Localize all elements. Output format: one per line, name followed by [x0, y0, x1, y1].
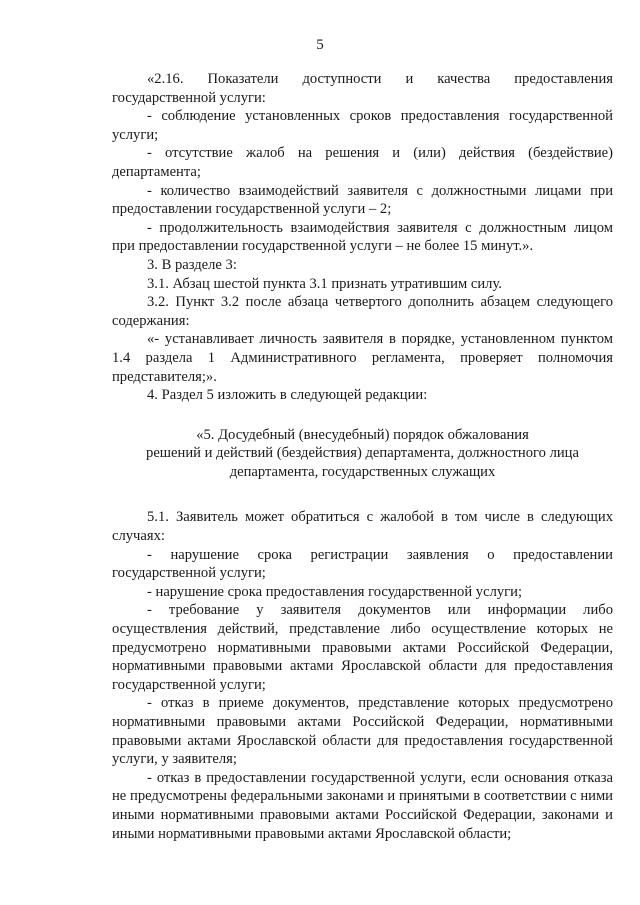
- paragraph-section-5-edit: 4. Раздел 5 изложить в следующей редакции:: [147, 387, 428, 404]
- paragraph-section-3: 3. В разделе 3:: [147, 256, 237, 273]
- section-5-heading: [112, 426, 613, 482]
- paragraph-identity-check: «- устанавливает личность заявителя в порядке, установленном пунктом 1.4 раздела 1 Административного регламента, проверяет полномочия представителя;».: [112, 331, 613, 385]
- section-5-heading-line-1: «5. Досудебный (внесудебный) порядок обжалования: [196, 426, 529, 443]
- section-5-heading-line-3: департамента, государственных служащих: [229, 463, 496, 480]
- paragraph-registration-violation: - нарушение срока регистрации заявления о предоставлении государственной услуги;: [112, 546, 613, 582]
- paragraph-3-2: 3.2. Пункт 3.2 после абзаца четвертого дополнить абзацем следующего содержания:: [112, 294, 613, 329]
- paragraph-deadlines: - соблюдение установленных сроков предоставления государственной услуги;: [112, 108, 613, 143]
- paragraph-term-violation: - нарушение срока предоставления государственной услуги;: [147, 583, 523, 600]
- page-number: 5: [316, 37, 324, 53]
- paragraph-5-1: 5.1. Заявитель может обратиться с жалобой в том числе в следующих случаях:: [112, 509, 613, 545]
- paragraph-service-refusal: - отказ в предоставлении государственной услуги, если основания отказа не предусмотрены федеральными законами и принятыми в соответствии с ними иными нормативными правовыми актами Российской Федерации, законами и иными нормативными правовыми актами Ярославской области;: [112, 769, 613, 842]
- paragraph-3-1: 3.1. Абзац шестой пункта 3.1 признать утратившим силу.: [147, 275, 502, 292]
- section-5-heading-line-2: решений и действий (бездействия) департамента, должностного лица: [146, 445, 579, 462]
- paragraph-no-complaints: - отсутствие жалоб на решения и (или) действия (бездействие) департамента;: [112, 145, 613, 180]
- document-body: [112, 70, 613, 843]
- paragraph-documents-requirement: - требование у заявителя документов или информации либо осуществления действий, представление либо осуществление которых не предусмотрено нормативными правовыми актами Российской Федерации, нормативными правовыми актами Ярославской области для предоставления государственной услуги;: [112, 602, 613, 693]
- paragraph-acceptance-refusal: - отказ в приеме документов, представление которых предусмотрено нормативными правовыми актами Российской Федерации, нормативными правовыми актами Ярославской области для предоставления государственной услуги, у заявителя;: [112, 695, 613, 768]
- paragraph-interaction-count: - количество взаимодействий заявителя с должностными лицами при предоставлении государственной услуги – 2;: [112, 182, 613, 218]
- paragraph-2-16-intro: «2.16. Показатели доступности и качества предоставления государственной услуги:: [112, 71, 613, 106]
- paragraph-interaction-duration: - продолжительность взаимодействия заявителя с должностным лицом при предоставлении государственной услуги – не более 15 минут.».: [112, 219, 613, 255]
